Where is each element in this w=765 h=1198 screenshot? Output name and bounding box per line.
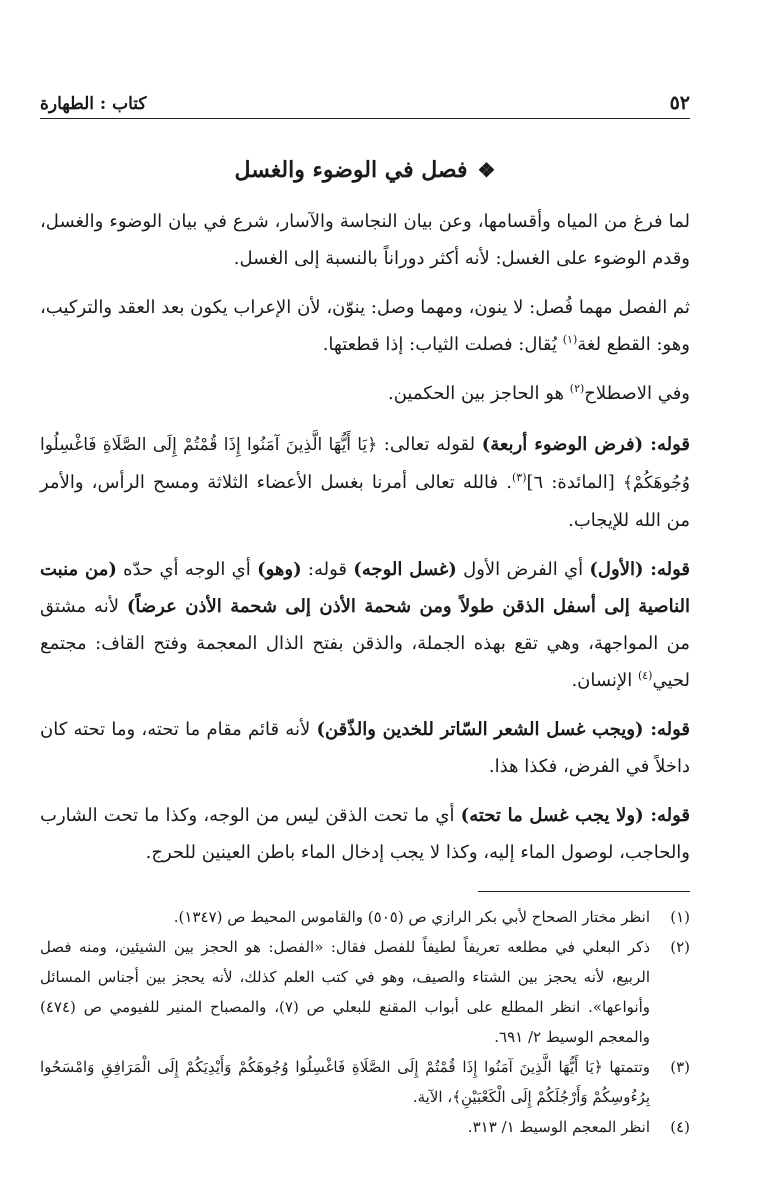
book-title: كتاب : الطهارة bbox=[40, 94, 147, 114]
footnote-ref: (١) bbox=[562, 333, 578, 346]
page bbox=[40, 92, 690, 1142]
footnote: (٤) انظر المعجم الوسيط ١/ ٣١٣. bbox=[467, 1118, 690, 1136]
qawluh-lead: قوله: (فرض الوضوء أربعة) bbox=[481, 434, 690, 455]
footnote: (١) انظر مختار الصحاح لأبي بكر الرازي ص (٥٠٥) والقاموس المحيط ص (١٣٤٧). bbox=[173, 908, 690, 926]
section-title: فصل في الوضوء والغسل bbox=[234, 157, 468, 183]
footnote-ref: (٢) bbox=[569, 382, 585, 395]
footnote: (٣) وتتمتها ﴿يَا أَيُّهَا الَّذِينَ آمَنُوا إِذَا قُمْتُمْ إِلَى الصَّلَاةِ فَاغْسِلُوا وُجُوهَكُمْ وَأَيْدِيَكُمْ إِلَى الْمَرَافِقِ وَامْسَحُوا بِرُءُوسِكُمْ وَأَرْجُلَكُمْ إِلَى الْكَعْبَيْنِ﴾، الآية. bbox=[40, 1058, 690, 1106]
paragraph-fasl: ثم الفصل مهما فُصل: لا ينون، ومهما وصل: ينوّن، لأن الإعراب يكون بعد العقد والتركيب، وهو: القطع لغة$^{(١)}$ يُقال: فصلت الثياب: إذا قطعتها. bbox=[40, 297, 690, 355]
paragraph-istilah: وفي الاصطلاح$^{(٢)}$ هو الحاجز بين الحكمين. bbox=[388, 382, 690, 404]
running-header bbox=[40, 92, 690, 119]
paragraph-intro: لما فرغ من المياه وأقسامها، وعن بيان النجاسة والآسار، شرع في بيان الوضوء والغسل، وقدم الوضوء على الغسل: لأنه أكثر دوراناً بالنسبة إلى الغسل. bbox=[40, 211, 690, 269]
paragraph-first: قوله: (الأول) أي الفرض الأول (غسل الوجه) قوله: (وهو) أي الوجه أي حدّه (من منبت الناصية إلى أسفل الذقن طولاً ومن شحمة الأذن إلى شحمة الأذن عرضاً) لأنه مشتق من المواجهة، وهي تقع بهذه الجملة، والذقن بفتح الذال المعجمة وفتح القاف: مجتمع لحيي$^{(٤)}$ الإنسان. bbox=[40, 559, 690, 691]
section-heading bbox=[40, 157, 690, 183]
ornament-icon: ❖ bbox=[477, 158, 496, 182]
page-number: ٥٢ bbox=[669, 92, 690, 114]
footnote-ref: (٤) bbox=[637, 669, 653, 682]
paragraph-beneath: قوله: (ولا يجب غسل ما تحته) أي ما تحت الذقن ليس من الوجه، وكذا ما تحت الشارب والحاجب، لوصول الماء إليه، وكذا لا يجب إدخال الماء باطن العينين للحرج. bbox=[40, 805, 691, 863]
paragraph-hair: قوله: (ويجب غسل الشعر السّاتر للخدين والذّقن) لأنه قائم مقام ما تحته، وما تحته كان داخلاً في الفرض، فكذا هذا. bbox=[40, 719, 690, 777]
footnote-ref: (٣) bbox=[512, 471, 527, 484]
paragraph-fard: قوله: (فرض الوضوء أربعة) لقوله تعالى: ﴿يَا أَيُّهَا الَّذِينَ آمَنُوا إِذَا قُمْتُمْ إِلَى الصَّلَاةِ فَاغْسِلُوا وُجُوهَكُمْ﴾ [المائدة: ٦]$^{(٣)}$. فالله تعالى أمرنا بغسل الأعضاء الثلاثة ومسح الرأس، والأمر من الله للإيجاب. bbox=[40, 434, 691, 531]
quran-verse: ﴿يَا أَيُّهَا الَّذِينَ آمَنُوا إِذَا قُمْتُمْ إِلَى الصَّلَاةِ فَاغْسِلُوا وُجُوهَكُمْ﴾ bbox=[40, 435, 691, 493]
footnote-divider bbox=[478, 891, 690, 892]
footnote: (٢) ذكر البعلي في مطلعه تعريفاً لطيفاً للفصل فقال: «الفصل: هو الحجز بين الشيئين، ومنه فصل الربيع، لأنه يحجز بين الشتاء والصيف، وهو في كتب العلم كذلك، لأنه يحجز بين أجناس المسائل وأنواعها». انظر المطلع على أبواب المقنع للبعلي ص (٧)، والمصباح المنير للفيومي ص (٤٧٤) والمعجم الوسيط ٢/ ٦٩١. bbox=[40, 938, 690, 1046]
